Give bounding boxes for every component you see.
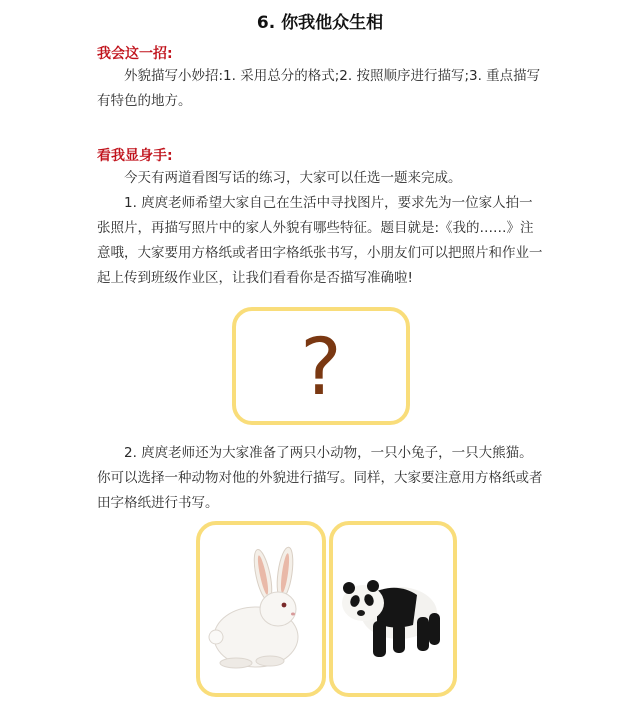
photo-placeholder-card xyxy=(232,307,410,425)
rabbit-image xyxy=(200,525,322,693)
section-heading-tips: 我会这一招: xyxy=(97,46,173,62)
panda-image xyxy=(333,525,453,693)
rabbit-card xyxy=(196,521,326,697)
task2-paragraph: 2. 庹庹老师还为大家准备了两只小动物，一只小兔子，一只大熊猫。你可以选择一种动物对他的外貌进行描写。同样，大家要注意用方格纸或者田字格纸进行书写。 xyxy=(97,445,543,511)
intro-paragraph: 今天有两道看图写话的练习，大家可以任选一题来完成。 xyxy=(124,170,462,186)
question-mark: ? xyxy=(300,323,342,413)
page-title: 6. 你我他众生相 xyxy=(256,13,384,33)
section-heading-practice: 看我显身手: xyxy=(97,148,173,164)
task1-paragraph: 1. 庹庹老师希望大家自己在生活中寻找图片，要求先为一位家人拍一张照片，再描写照片中的家人外貌有哪些特征。题目就是:《我的……》注意哦，大家要用方格纸或者田字格纸张书写，小朋友们可以把照片和作业一起上传到班级作业区，让我们看看你是否描写准确啦! xyxy=(97,195,543,286)
panda-card xyxy=(329,521,457,697)
tips-paragraph: 外貌描写小妙招:1. 采用总分的格式;2. 按照顺序进行描写;3. 重点描写有特色的地方。 xyxy=(97,68,541,109)
